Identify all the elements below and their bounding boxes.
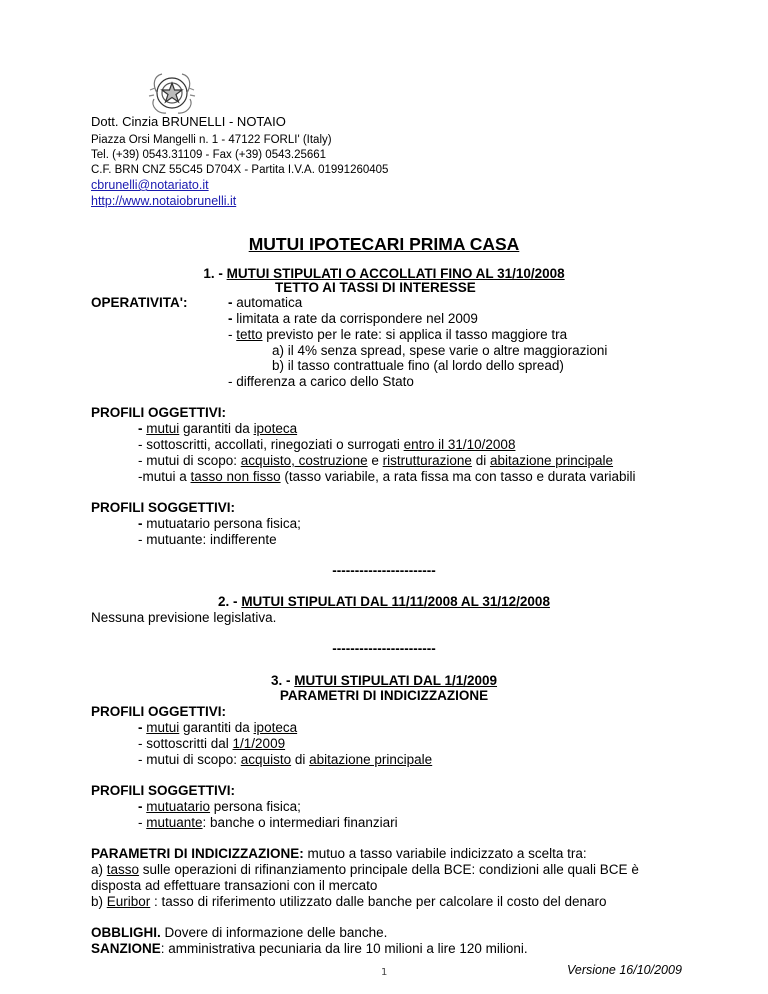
po-item-2: - sottoscritti, accollati, rinegoziati o surrogati entro il 31/10/2008	[138, 437, 516, 452]
s3-po-item-2: - sottoscritti dal 1/1/2009	[138, 736, 286, 751]
parametri-b: b) Euribor : tasso di riferimento utilizzato dalle banche per calcolare il costo del denaro	[91, 894, 607, 909]
parametri-a: a) tasso sulle operazioni di rifinanziamento principale della BCE: condizioni alle quali BCE è	[91, 862, 639, 877]
parametri-line: PARAMETRI DI INDICIZZAZIONE: mutuo a tasso variabile indicizzato a scelta tra:	[91, 846, 587, 861]
section-1-subheading: TETTO AI TASSI DI INTERESSE	[275, 280, 476, 295]
operativita-label: OPERATIVITA':	[91, 295, 188, 310]
operativita-item-3: - tetto previsto per le rate: si applica il tasso maggiore tra	[228, 327, 568, 342]
section-1-heading: 1. - MUTUI STIPULATI O ACCOLLATI FINO AL 31/10/2008	[203, 266, 565, 281]
section-2-heading: 2. - MUTUI STIPULATI DAL 11/11/2008 AL 31/12/2008	[218, 594, 550, 609]
website-link[interactable]: http://www.notaiobrunelli.it	[91, 194, 237, 208]
parametri-a-cont: disposta ad effettuare transazioni con il mercato	[91, 878, 378, 893]
notary-address: Piazza Orsi Mangelli n. 1 - 47122 FORLI' (Italy)	[91, 134, 332, 146]
notary-tax-id: C.F. BRN CNZ 55C45 D704X - Partita I.V.A. 01991260405	[91, 164, 389, 176]
po-item-3: - mutui di scopo: acquisto, costruzione e ristrutturazione di abitazione principale	[138, 453, 614, 468]
operativita-item-1: - automatica	[228, 295, 303, 310]
s3-ps-item-2: - mutuante: banche o intermediari finanziari	[138, 815, 398, 830]
operativita-item-2: - limitata a rate da corrispondere nel 2009	[228, 311, 478, 326]
s3-po-item-1: - mutui garantiti da ipoteca	[138, 720, 298, 735]
sanzione-line: SANZIONE: amministrativa pecuniaria da lire 10 milioni a lire 120 milioni.	[91, 941, 528, 956]
operativita-sub-a: a) il 4% senza spread, spese varie o altre maggiorazioni	[272, 343, 608, 358]
s3-profili-oggettivi-label: PROFILI OGGETTIVI:	[91, 704, 226, 719]
po-item-4: -mutui a tasso non fisso (tasso variabile, a rata fissa ma con tasso e durata variabili	[138, 469, 636, 484]
notary-phone: Tel. (+39) 0543.31109 - Fax (+39) 0543.25661	[91, 149, 327, 161]
email-link[interactable]: cbrunelli@notariato.it	[91, 178, 209, 192]
section-3-subheading: PARAMETRI DI INDICIZZAZIONE	[279, 688, 489, 703]
profili-soggettivi-label: PROFILI SOGGETTIVI:	[91, 500, 236, 515]
ps-item-1: - mutuatario persona fisica;	[138, 516, 301, 531]
po-item-1: - mutui garantiti da ipoteca	[138, 421, 298, 436]
s3-po-item-3: - mutui di scopo: acquisto di abitazione principale	[138, 752, 433, 767]
notary-name: Dott. Cinzia BRUNELLI - NOTAIO	[91, 114, 286, 129]
s3-ps-item-1: - mutuatario persona fisica;	[138, 799, 301, 814]
separator-1: -----------------------	[332, 563, 436, 578]
section-3-heading: 3. - MUTUI STIPULATI DAL 1/1/2009	[270, 673, 498, 688]
operativita-item-4: - differenza a carico dello Stato	[228, 374, 414, 389]
profili-oggettivi-label: PROFILI OGGETTIVI:	[91, 405, 226, 420]
emblem-icon	[140, 66, 204, 120]
document-title: MUTUI IPOTECARI PRIMA CASA	[248, 234, 520, 254]
operativita-sub-b: b) il tasso contrattuale fino (al lordo dello spread)	[272, 358, 564, 373]
section-2-text: Nessuna previsione legislativa.	[91, 610, 277, 625]
ps-item-2: - mutuante: indifferente	[138, 532, 277, 547]
page-number: 1	[381, 967, 388, 978]
version-label: Versione 16/10/2009	[567, 963, 682, 977]
obblighi-line: OBBLIGHI. Dovere di informazione delle banche.	[91, 925, 388, 940]
separator-2: -----------------------	[332, 641, 436, 656]
s3-profili-soggettivi-label: PROFILI SOGGETTIVI:	[91, 783, 236, 798]
